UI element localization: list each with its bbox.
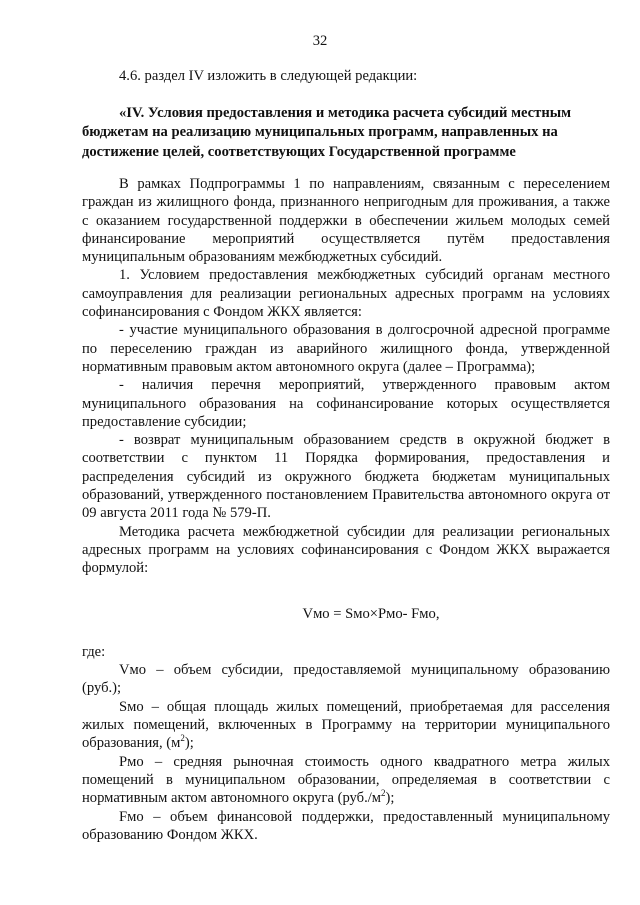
paragraph: В рамках Подпрограммы 1 по направлениям, связанным с переселением граждан из жилищного фонда, признанного непригодным для проживания, а также с оказанием государственной поддержки в обеспечении жильем молодых семей финансирование мероприятий осуществляется путём предоставления муниципальным образованиям межбюджетных субсидий. — [82, 176, 610, 266]
definition-s: Sмо – общая площадь жилых помещений, приобретаемая для расселения жилых помещений, включенных в Программу на территории муниципального образования, $(м^2)$; — [82, 698, 610, 752]
paragraph: - наличия перечня мероприятий, утвержденного правовым актом муниципального образования на софинансирование которых осуществляется предоставление субсидии; — [82, 377, 610, 430]
page-number: 32 — [312, 33, 328, 49]
definition-f: Fмо – объем финансовой поддержки, предоставленный муниципальному образованию Фондом ЖКХ. — [82, 808, 610, 843]
intro-line: 4.6. раздел IV изложить в следующей редакции: — [119, 68, 418, 84]
definition-p: Pмо – средняя рыночная стоимость одного квадратного метра жилых помещений в муниципальном образовании, определяемая в соответствии с нормативным актом автономного округа $(руб./м^2)$; — [82, 753, 610, 807]
paragraph: Методика расчета межбюджетной субсидии для реализации региональных адресных программ на условиях софинансирования с Фондом ЖКХ выражается формулой: — [82, 523, 610, 577]
where-label: где: — [82, 643, 106, 660]
definition-v: Vмо – объем субсидии, предоставляемой муниципальному образованию (руб.); — [82, 662, 610, 697]
section-heading: «IV. Условия предоставления и методика расчета субсидий местным бюджетам на реализацию муниципальных программ, направленных на достижение целей, соответствующих Государственной программе — [82, 105, 572, 160]
paragraph: - возврат муниципальным образованием средств в окружной бюджет в соответствии с пунктом 11 Порядка формирования, предоставления и распределения субсидий из окружного бюджета бюджетам муниципальных образований, утвержденного постановлением Правительства автономного округа от 09 августа 2011 года № 579-П. — [82, 432, 610, 522]
paragraph: 1. Условием предоставления межбюджетных субсидий органам местного самоуправления для реализации региональных адресных программ на условиях софинансирования с Фондом ЖКХ является: — [82, 267, 610, 321]
paragraph: - участие муниципального образования в долгосрочной адресной программе по переселению граждан из аварийного жилищного фонда, утвержденной нормативным правовым актом автономного округа (далее – Программа); — [82, 322, 610, 375]
definitions — [82, 661, 610, 844]
formula: Vмо = Sмо×Pмо- Fмо, — [302, 605, 440, 622]
document-body — [82, 175, 610, 844]
